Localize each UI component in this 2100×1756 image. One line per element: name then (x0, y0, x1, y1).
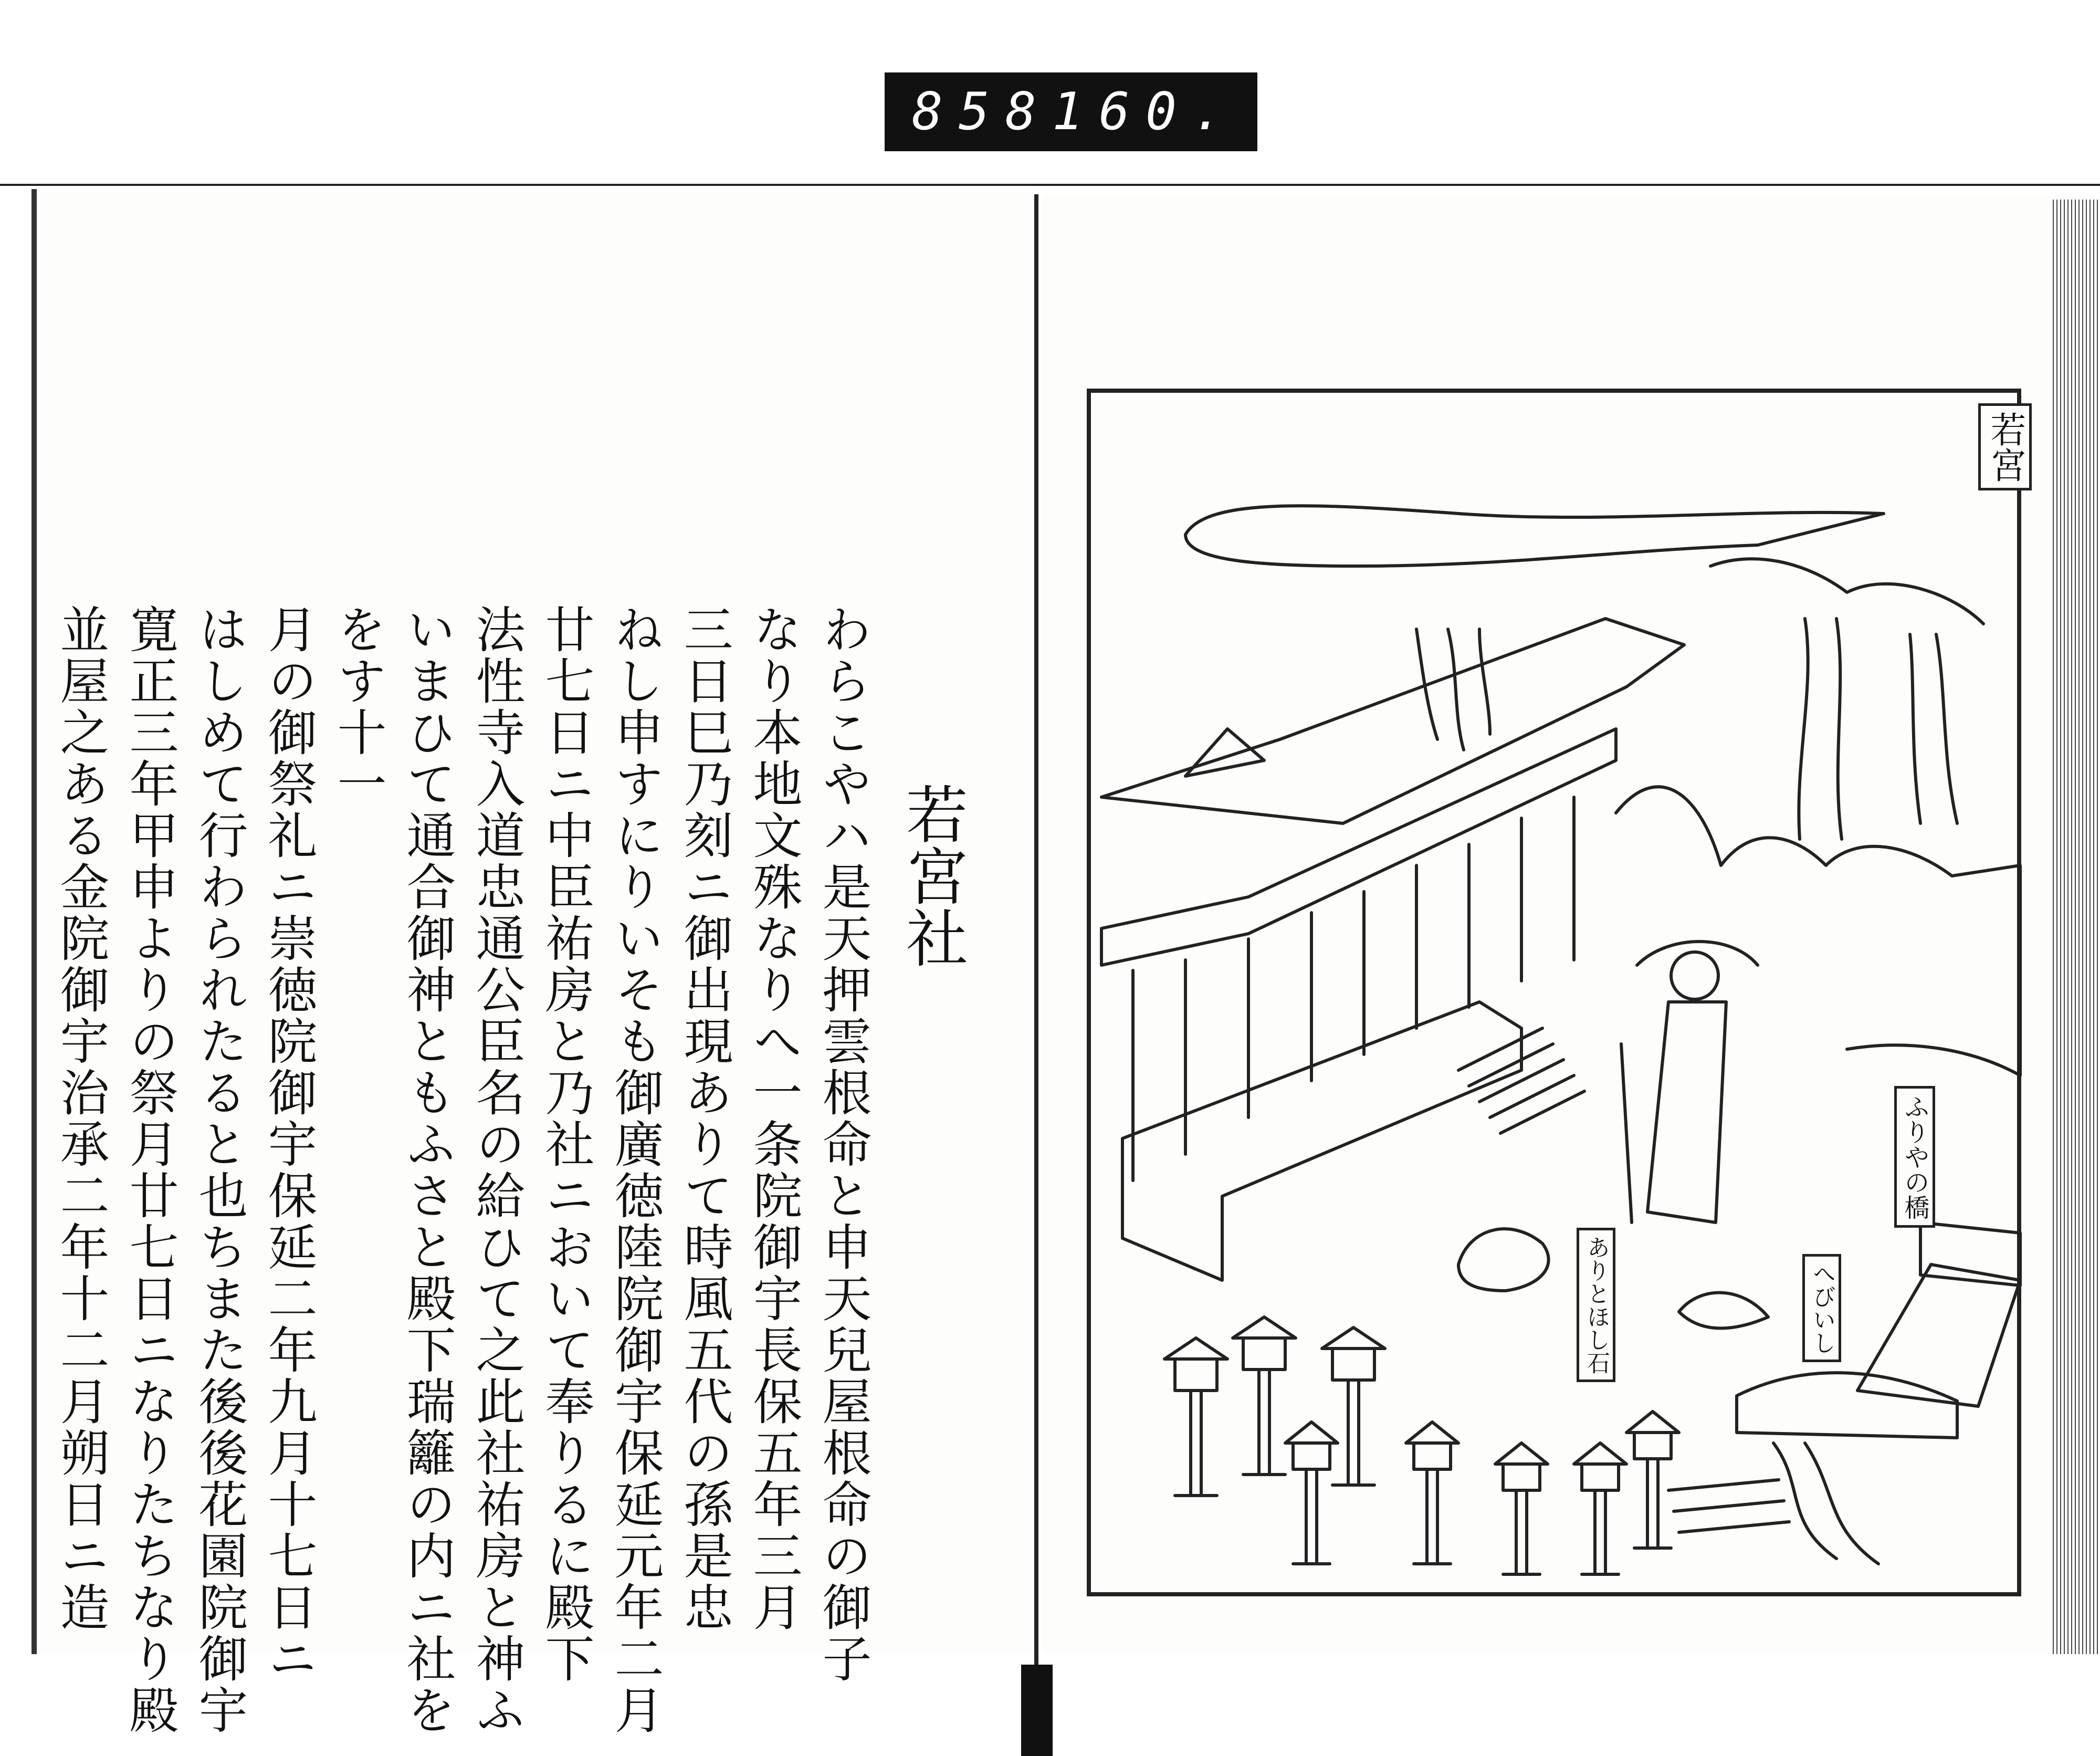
tree-canopy (1710, 559, 1983, 624)
book-spine (1034, 194, 1038, 1754)
illustration-title: 若宮 (1978, 403, 2032, 490)
tree-trunk (1910, 634, 1957, 823)
text-column: 廿七日ニ中臣祐房と乃社ニおいて奉りるに殿下 (537, 604, 594, 1685)
tree-trunk (1799, 619, 1842, 839)
traveler-staff (1621, 1044, 1632, 1222)
oshi-stone (1458, 1229, 1549, 1291)
text-column: いまひて通合御神ともふさと殿下瑞籬の内ニ社ををす十一 (329, 604, 455, 1736)
text-column: 法性寺入道忠通公臣名の給ひて之此社祐房と神ふ (467, 604, 524, 1736)
text-column: はしめて行わられたると也ちまた後後花園院御宇 (190, 604, 247, 1736)
body-text (51, 604, 877, 1749)
shrine-illustration (1091, 393, 2025, 1601)
shrine-veranda (1101, 729, 1616, 965)
stone-label: ありとほし石 (1577, 1228, 1615, 1382)
spine-block (1021, 1665, 1053, 1756)
bridge-label: ふりやの橋 (1894, 1086, 1935, 1228)
illustration-frame (1087, 389, 2026, 1596)
snake-stone (1679, 1293, 1768, 1329)
shrine-pillars (1133, 797, 1574, 1180)
traveler-head (1671, 952, 1718, 999)
left-page (32, 189, 1034, 1736)
page-edges (2050, 200, 2100, 1654)
text-column: ねし申すにりいそも御廣徳陸院御宇保延元年二月 (606, 604, 663, 1736)
top-rule (0, 184, 2100, 186)
arched-bridge (1737, 1373, 1957, 1438)
text-column: なり本地文殊なりへ一条院御宇長保五年三月 (744, 604, 802, 1633)
archive-number-left: 858 (912, 82, 1053, 142)
wisteria-icon (1416, 629, 1490, 750)
text-column: わらこやハ是天押雲根命と申天兒屋根命の御子 (814, 604, 871, 1685)
bridge-deck (1857, 1264, 2020, 1406)
lower-steps (1668, 1480, 1789, 1532)
archive-number-right: 160. (1052, 82, 1240, 142)
snake-stone-label: へびいし (1802, 1254, 1841, 1362)
shrine-roof (1101, 619, 1684, 823)
mist-band (1185, 506, 1884, 566)
rock-cliff (1616, 787, 2020, 1075)
section-heading: 若宮社 (896, 782, 968, 968)
text-column: 三日巳乃刻ニ御出現ありて時風五代の孫是忠 (675, 604, 732, 1633)
stone-platform (1122, 1002, 1521, 1280)
text-column: 寛正三年甲申よりの祭月廿七日ニなりたちなり殿 (121, 604, 178, 1736)
text-column: 並屋之ある金院御宇治承二年十二月朔日ニ造 (51, 604, 109, 1633)
archive-label (885, 72, 1257, 151)
text-column: 月の御祭礼ニ崇徳院御宇保延二年九月十七日ニ (259, 604, 317, 1685)
traveler-body (1647, 1002, 1726, 1222)
shrine-gable (1185, 729, 1264, 776)
stream (1773, 1443, 1878, 1564)
